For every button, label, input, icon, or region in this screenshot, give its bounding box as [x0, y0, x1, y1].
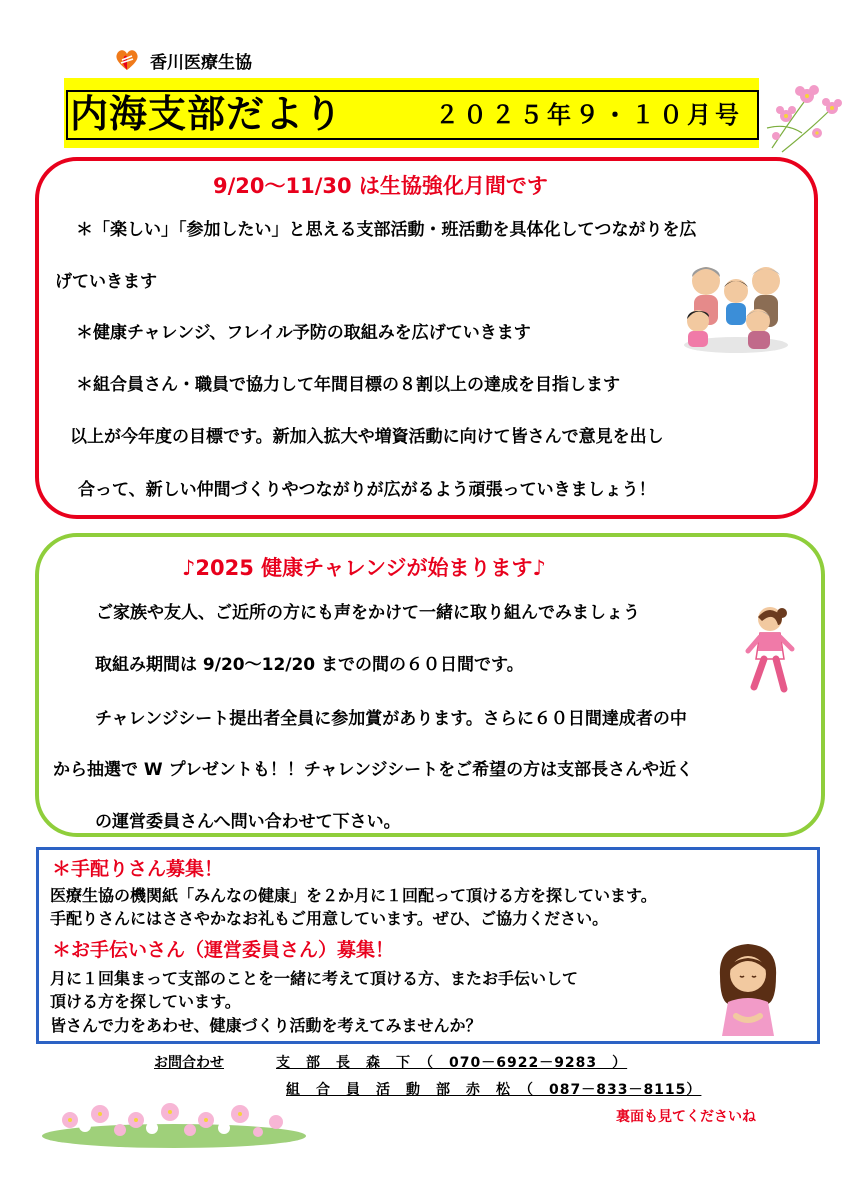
- challenge-line: 取組み期間は 9/20～12/20 までの間の６０日間です。: [95, 655, 524, 675]
- cosmos-flowers-illustration: [762, 78, 848, 154]
- challenge-line: ご家族や友人、ご近所の方にも声をかけて一緒に取り組んでみましょう: [96, 603, 640, 623]
- recruit-heading-distributor: ＊手配りさん募集！: [52, 858, 224, 880]
- org-name: 香川医療生協: [150, 52, 252, 73]
- campaign-line: 合って、新しい仲間づくりやつながりが広がるよう頑張っていきましょう！: [78, 480, 656, 500]
- back-page-note: 裏面も見てくださいね: [616, 1109, 756, 1125]
- issue-label: ２０２５年９・１０月号: [435, 101, 743, 129]
- campaign-line: 以上が今年度の目標です。新加入拡大や増資活動に向けて皆さんで意見を出し: [70, 427, 664, 447]
- challenge-line: の運営委員さんへ問い合わせて下さい。: [95, 812, 401, 832]
- challenge-line: チャレンジシート提出者全員に参加賞があります。さらに６０日間達成者の中: [95, 709, 687, 729]
- contact-label: お問合わせ: [154, 1055, 224, 1071]
- flower-field-illustration: [40, 1090, 308, 1148]
- campaign-line: ＊組合員さん・職員で協力して年間目標の８割以上の達成を目指します: [76, 375, 620, 395]
- heart-logo-icon: [114, 48, 140, 72]
- recruit-line: 皆さんで力をあわせ、健康づくり活動を考えてみませんか？: [50, 1016, 482, 1035]
- group-people-illustration: [676, 259, 794, 355]
- contact-member-dept: 組 合 員 活 動 部 赤 松 （ 087－833－8115）: [286, 1082, 702, 1098]
- campaign-line: ＊健康チャレンジ、フレイル予防の取組みを広げていきます: [76, 323, 531, 343]
- walking-woman-illustration: [738, 603, 804, 697]
- bowing-woman-illustration: [712, 940, 784, 1038]
- recruit-line: 医療生協の機関紙「みんなの健康」を２か月に１回配って頂ける方を探しています。: [50, 886, 657, 905]
- section-campaign-heading: 9/20～11/30 は生協強化月間です: [213, 174, 548, 198]
- campaign-line: ＊「楽しい」「参加したい」と思える支部活動・班活動を具体化してつながりを広: [76, 220, 697, 240]
- recruit-line: 手配りさんにはささやかなお礼もご用意しています。ぜひ、ご協力ください。: [50, 909, 609, 928]
- recruit-heading-helper: ＊お手伝いさん（運営委員さん）募集！: [52, 939, 395, 961]
- newsletter-title: 内海支部だより: [70, 92, 344, 136]
- recruit-line: 月に１回集まって支部のことを一緒に考えて頂ける方、またお手伝いして: [50, 969, 579, 988]
- challenge-line: から抽選で W プレゼントも！！チャレンジシートをご希望の方は支部長さんや近く: [53, 760, 694, 780]
- org-header: [114, 47, 252, 73]
- recruit-line: 頂ける方を探しています。: [50, 992, 241, 1011]
- section-challenge-heading: ♪2025 健康チャレンジが始まります♪: [182, 556, 546, 580]
- contact-branch-head: 支 部 長 森 下 （ 070－6922－9283 ）: [276, 1055, 628, 1071]
- campaign-line: げていきます: [55, 272, 157, 292]
